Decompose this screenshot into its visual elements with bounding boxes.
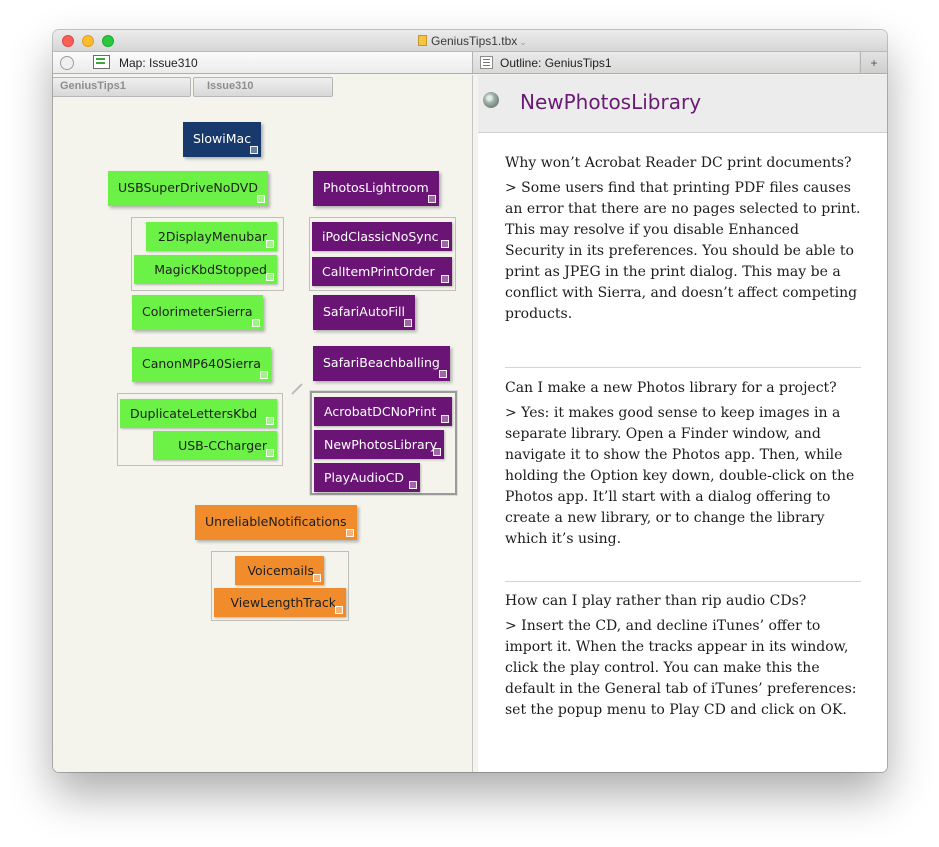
close-window-button[interactable] [62,35,74,47]
map-note-slowimac[interactable]: SlowiMac [183,122,261,157]
tab-map[interactable] [53,52,473,73]
tab-outline[interactable] [473,52,859,73]
answer-text: > Some users find that printing PDF files causes an error that there are no pages selected to print. This may resolve if you disable Enhanced Security in its preferences. You should be able to print as JPEG in the print dialog. This may be a conflict with Sierra, and doesn’t affect competing products. [505,180,861,322]
note-text-block[interactable] [505,378,861,554]
app-window [53,30,887,772]
map-note-colorimetersierra[interactable]: ColorimeterSierra [132,295,263,330]
map-note-safaribeachballing[interactable]: SafariBeachballing [313,346,450,381]
adornment-group[interactable] [131,217,284,291]
document-title[interactable] [418,34,527,48]
question-text: Why won’t Acrobat Reader DC print documents? [505,155,852,171]
section-divider [505,367,861,368]
answer-text: > Insert the CD, and decline iTunes’ offer to import it. When the tracks appear in its window, click the play control. You can make this the default in the General tab of iTunes’ preferences: set the popup menu to Play CD and click on OK. [505,618,857,718]
tab-close-circle-icon[interactable] [60,56,74,70]
outline-view-icon [480,56,493,69]
note-title[interactable]: NewPhotosLibrary [520,90,702,114]
tab-outline-label: Outline: GeniusTips1 [500,56,612,70]
document-title-text: GeniusTips1.tbx [431,34,518,48]
map-note-newphotoslibrary[interactable]: NewPhotosLibrary [314,430,444,459]
map-view[interactable] [53,75,473,772]
map-note-calitemprintorder[interactable]: CalItemPrintOrder [312,257,452,286]
question-text: Can I make a new Photos library for a project? [505,380,837,396]
map-note-playaudiocd[interactable]: PlayAudioCD [314,463,420,492]
map-note-acrobatdcnoprint[interactable]: AcrobatDCNoPrint [314,397,452,426]
map-note-2displaymenubar[interactable]: 2DisplayMenubar [146,222,277,251]
title-bar [53,30,887,52]
add-tab-button[interactable]: + [860,52,887,73]
map-note-photoslightroom[interactable]: PhotosLightroom [313,171,439,206]
note-text-block[interactable] [505,591,861,725]
adornment-group-selected[interactable] [310,391,457,495]
adornment-group[interactable] [117,393,283,466]
tab-bar [53,52,887,74]
breadcrumb-item-issue310[interactable]: Issue310 [193,77,333,97]
map-note-ipodclassicnosync[interactable]: iPodClassicNoSync [312,222,452,251]
note-text-block[interactable] [505,153,861,329]
answer-text: > Yes: it makes good sense to keep images in a separate library. Open a Finder window, and navigate it to show the Photos app. Then, while holding the Option key down, double-click on the Photos app. It’ll start with a dialog offering to create a new library, or to change the library which it’s using. [505,405,855,547]
note-pane [478,75,887,772]
map-note-usb-ccharger[interactable]: USB-CCharger [153,431,277,460]
map-note-magickbdstopped[interactable]: MagicKbdStopped [134,255,277,284]
note-header [478,75,887,133]
minimize-window-button[interactable] [82,35,94,47]
adornment-group[interactable] [211,551,349,621]
resize-handle-icon[interactable] [291,383,302,394]
map-note-unreliablenotifications[interactable]: UnreliableNotifications [195,505,357,540]
map-note-usbsuperdrivenodvd[interactable]: USBSuperDriveNoDVD [108,171,268,206]
section-divider [505,581,861,582]
map-note-viewlengthtrack[interactable]: ViewLengthTrack [214,588,346,617]
breadcrumb-item-geniustips1[interactable]: GeniusTips1 [53,77,191,97]
map-note-voicemails[interactable]: Voicemails [235,556,324,585]
adornment-group[interactable] [309,217,456,291]
zoom-window-button[interactable] [102,35,114,47]
document-icon [418,35,427,46]
question-text: How can I play rather than rip audio CDs? [505,593,807,609]
tab-map-label: Map: Issue310 [119,56,198,70]
map-view-icon [93,55,110,69]
map-note-duplicateletterskbd[interactable]: DuplicateLettersKbd [120,399,277,428]
map-note-canonmp640sierra[interactable]: CanonMP640Sierra [132,347,271,382]
chevron-down-icon[interactable]: ⌄ [519,37,527,47]
note-bullet-icon[interactable] [483,92,499,108]
breadcrumb [53,75,473,99]
map-note-safariautofill[interactable]: SafariAutoFill [313,295,415,330]
